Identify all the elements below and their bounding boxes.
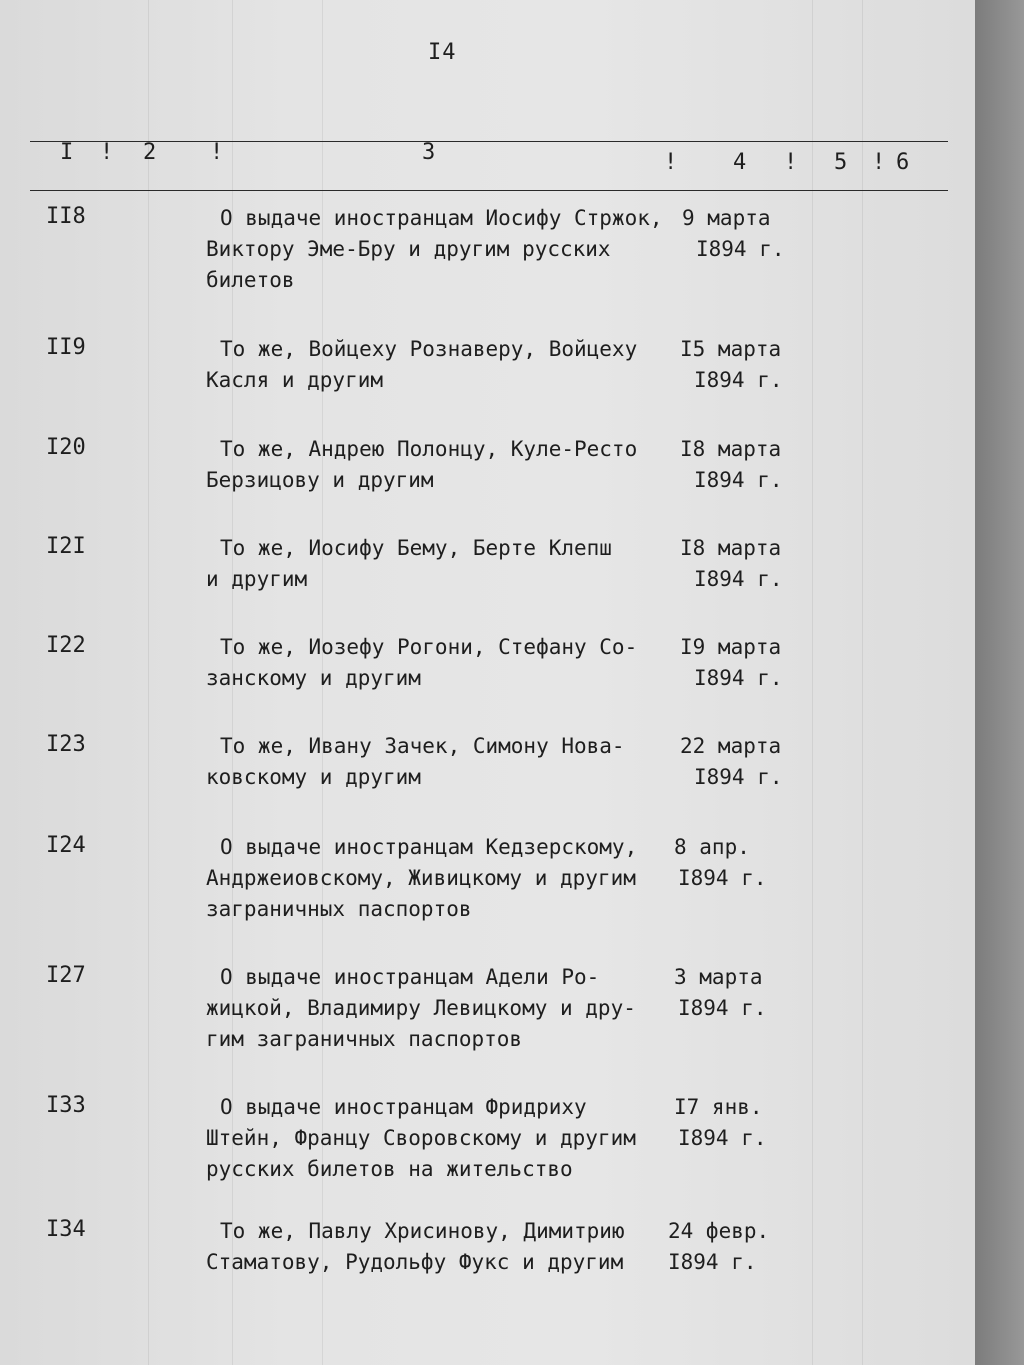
column-header-2: 2 bbox=[143, 140, 157, 165]
entry-number: II9 bbox=[46, 335, 86, 360]
entry-title bbox=[206, 334, 676, 396]
column-separator: ! bbox=[872, 150, 886, 175]
entry-title-line: О выдаче иностранцам Кедзерскому, bbox=[220, 835, 638, 859]
column-separator: ! bbox=[784, 150, 798, 175]
entry-title-line: ковскому и другим bbox=[206, 765, 421, 789]
entry-title-line: То же, Андрею Полонцу, Куле-Ресто bbox=[220, 437, 638, 461]
entry-date-year: I894 г. bbox=[694, 666, 783, 690]
entry-title bbox=[206, 533, 676, 595]
entry-title bbox=[206, 731, 676, 793]
entry-date bbox=[680, 334, 783, 396]
entry-number: I34 bbox=[46, 1217, 86, 1242]
entry-title-line: То же, Ивану Зачек, Симону Нова- bbox=[220, 734, 625, 758]
entry-number: I23 bbox=[46, 732, 86, 757]
entry-title bbox=[206, 832, 676, 925]
entry-title-line: Виктору Эме-Бру и другим русских bbox=[206, 237, 611, 261]
entry-title-line: Штейн, Францу Своровскому и другим bbox=[206, 1126, 636, 1150]
entry-date-day: 3 марта bbox=[674, 965, 763, 989]
entry-date bbox=[682, 203, 785, 265]
entry-title-line: гим заграничных паспортов bbox=[206, 1027, 523, 1051]
entry-title bbox=[206, 1216, 676, 1278]
column-separator: ! bbox=[664, 150, 678, 175]
entry-date-day: I9 марта bbox=[680, 635, 782, 659]
ghost-column-line bbox=[812, 0, 813, 1365]
entry-number: I22 bbox=[46, 633, 86, 658]
column-separator: ! bbox=[100, 140, 114, 165]
entry-title-line: Андржеиовскому, Живицкому и другим bbox=[206, 866, 636, 890]
entry-date bbox=[664, 1092, 767, 1154]
ghost-column-line bbox=[862, 0, 863, 1365]
entry-number: I20 bbox=[46, 435, 86, 460]
entry-title bbox=[206, 203, 676, 296]
entry-date bbox=[664, 832, 767, 894]
entry-date-day: 9 марта bbox=[682, 206, 771, 230]
entry-date-year: I894 г. bbox=[696, 237, 785, 261]
page-edge-shadow bbox=[975, 0, 1024, 1365]
entry-title-line: О выдаче иностранцам Иосифу Стржок, bbox=[220, 206, 663, 230]
entry-number: I2I bbox=[46, 534, 86, 559]
entry-title-line: Берзицову и другим bbox=[206, 468, 434, 492]
entry-title bbox=[206, 1092, 676, 1185]
entry-title bbox=[206, 962, 676, 1055]
column-header-1: I bbox=[60, 140, 74, 165]
column-header-4: 4 bbox=[733, 150, 747, 175]
entry-date-day: 8 апр. bbox=[674, 835, 750, 859]
page-number: I4 bbox=[428, 40, 457, 65]
entry-date-day: I8 марта bbox=[680, 437, 782, 461]
column-header-6: 6 bbox=[896, 150, 910, 175]
entry-title bbox=[206, 632, 676, 694]
entry-date bbox=[680, 632, 783, 694]
entry-date-year: I894 г. bbox=[678, 1126, 767, 1150]
entry-date bbox=[680, 434, 783, 496]
entry-title-line: занскому и другим bbox=[206, 666, 421, 690]
header-bottom-rule bbox=[30, 190, 948, 191]
entry-title-line: То же, Войцеху Рознаверу, Войцеху bbox=[220, 337, 638, 361]
entry-number: I24 bbox=[46, 833, 86, 858]
entry-date bbox=[680, 533, 783, 595]
entry-number: I27 bbox=[46, 963, 86, 988]
entry-number: II8 bbox=[46, 204, 86, 229]
entry-date bbox=[664, 1216, 769, 1278]
entry-title-line: и другим bbox=[206, 567, 308, 591]
entry-date-year: I894 г. bbox=[678, 996, 767, 1020]
entry-date-year: I894 г. bbox=[694, 765, 783, 789]
entry-title-line: То же, Иозефу Рогони, Стефану Со- bbox=[220, 635, 638, 659]
entry-date-year: I894 г. bbox=[678, 866, 767, 890]
entry-title-line: жицкой, Владимиру Левицкому и дру- bbox=[206, 996, 636, 1020]
entry-title-line: Касля и другим bbox=[206, 368, 384, 392]
column-header-3: 3 bbox=[422, 140, 436, 165]
column-header-row bbox=[0, 140, 975, 188]
entry-title-line: Стаматову, Рудольфу Фукс и другим bbox=[206, 1250, 624, 1274]
entry-date-day: 22 марта bbox=[680, 734, 782, 758]
entry-date-year: I894 г. bbox=[694, 567, 783, 591]
entry-date-year: I894 г. bbox=[694, 468, 783, 492]
entry-title-line: О выдаче иностранцам Адели Ро- bbox=[220, 965, 600, 989]
entry-title-line: русских билетов на жительство bbox=[206, 1157, 573, 1181]
entry-date bbox=[664, 962, 767, 1024]
column-separator: ! bbox=[210, 140, 224, 165]
ghost-column-line bbox=[148, 0, 149, 1365]
entry-date-day: I5 марта bbox=[680, 337, 782, 361]
entry-date-year: I894 г. bbox=[694, 368, 783, 392]
entry-number: I33 bbox=[46, 1093, 86, 1118]
entry-title-line: То же, Павлу Хрисинову, Димитрию bbox=[220, 1219, 625, 1243]
entry-date-day: I7 янв. bbox=[674, 1095, 763, 1119]
entry-title bbox=[206, 434, 676, 496]
entry-title-line: То же, Иосифу Бему, Берте Клепш bbox=[220, 536, 612, 560]
entry-date-day: I8 марта bbox=[680, 536, 782, 560]
entry-title-line: билетов bbox=[206, 268, 295, 292]
column-header-5: 5 bbox=[834, 150, 848, 175]
entry-title-line: заграничных паспортов bbox=[206, 897, 472, 921]
entry-date bbox=[680, 731, 783, 793]
entry-date-day: 24 февр. bbox=[668, 1219, 770, 1243]
entry-date-year: I894 г. bbox=[668, 1250, 757, 1274]
entry-title-line: О выдаче иностранцам Фридриху bbox=[220, 1095, 587, 1119]
